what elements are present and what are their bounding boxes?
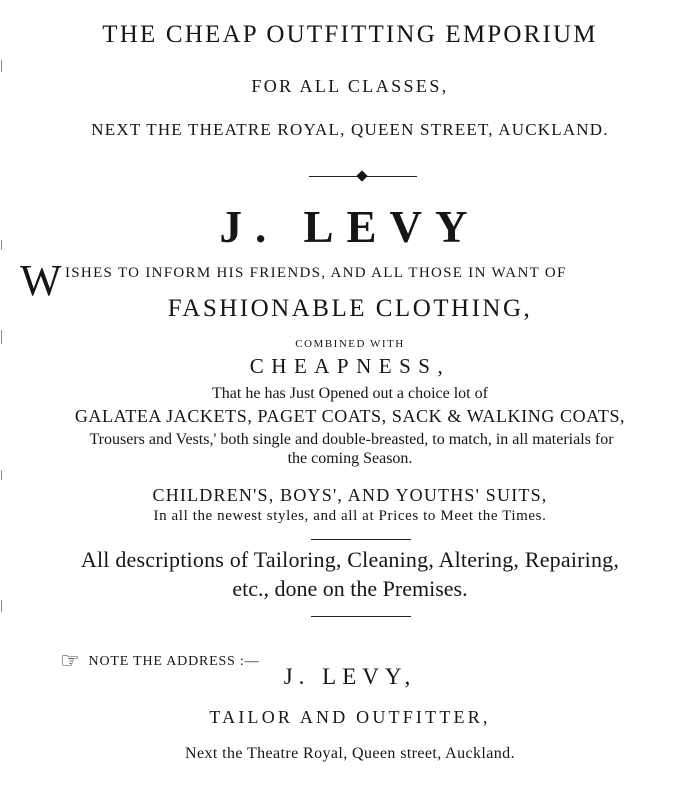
combined-with-line: COMBINED WITH <box>295 338 405 350</box>
divider <box>311 616 411 617</box>
trade-line: TAILOR AND OUTFITTER, <box>209 707 491 727</box>
opened-line: That he has Just Opened out a choice lot of <box>212 385 488 402</box>
address-repeat-line: Next the Theatre Royal, Queen street, Auckland. <box>185 745 515 762</box>
ad-title: THE CHEAP OUTFITTING EMPORIUM <box>102 21 598 48</box>
pointing-hand-icon: ☞ <box>60 648 81 673</box>
drop-cap: W <box>20 256 62 305</box>
cheapness-heading: CHEAPNESS, <box>249 354 451 378</box>
galatea-line: GALATEA JACKETS, PAGET COATS, SACK & WALKING COATS, <box>74 406 626 426</box>
divider <box>311 539 411 540</box>
wishes-text: ISHES TO INFORM HIS FRIENDS, AND ALL THOSE IN WANT OF <box>65 265 567 281</box>
margin-mark <box>1 470 2 480</box>
for-classes-line: FOR ALL CLASSES, <box>251 76 449 96</box>
proprietor-name-repeat: J. LEVY, <box>283 664 417 689</box>
children-suits-line: CHILDREN'S, BOYS', AND YOUTHS' SUITS, <box>152 485 548 505</box>
address-line: NEXT THE THEATRE ROYAL, QUEEN STREET, AUCKLAND. <box>91 120 609 139</box>
margin-mark <box>1 240 2 250</box>
note-address-text: NOTE THE ADDRESS :— <box>88 654 260 669</box>
tailoring-line: All descriptions of Tailoring, Cleaning, Altering, Repairing, <box>80 547 620 572</box>
margin-mark <box>1 60 2 72</box>
margin-mark <box>1 330 2 344</box>
trousers-line: Trousers and Vests,' both single and double-breasted, to match, in all materials for <box>89 431 614 448</box>
margin-mark <box>1 600 2 612</box>
proprietor-name: J. LEVY <box>219 202 481 252</box>
season-line: the coming Season. <box>287 450 413 467</box>
styles-line: In all the newest styles, and all at Prices to Meet the Times. <box>153 508 547 524</box>
fashionable-clothing-heading: FASHIONABLE CLOTHING, <box>167 295 533 322</box>
premises-line: etc., done on the Premises. <box>232 576 468 601</box>
diamond-ornament-icon <box>356 170 367 181</box>
